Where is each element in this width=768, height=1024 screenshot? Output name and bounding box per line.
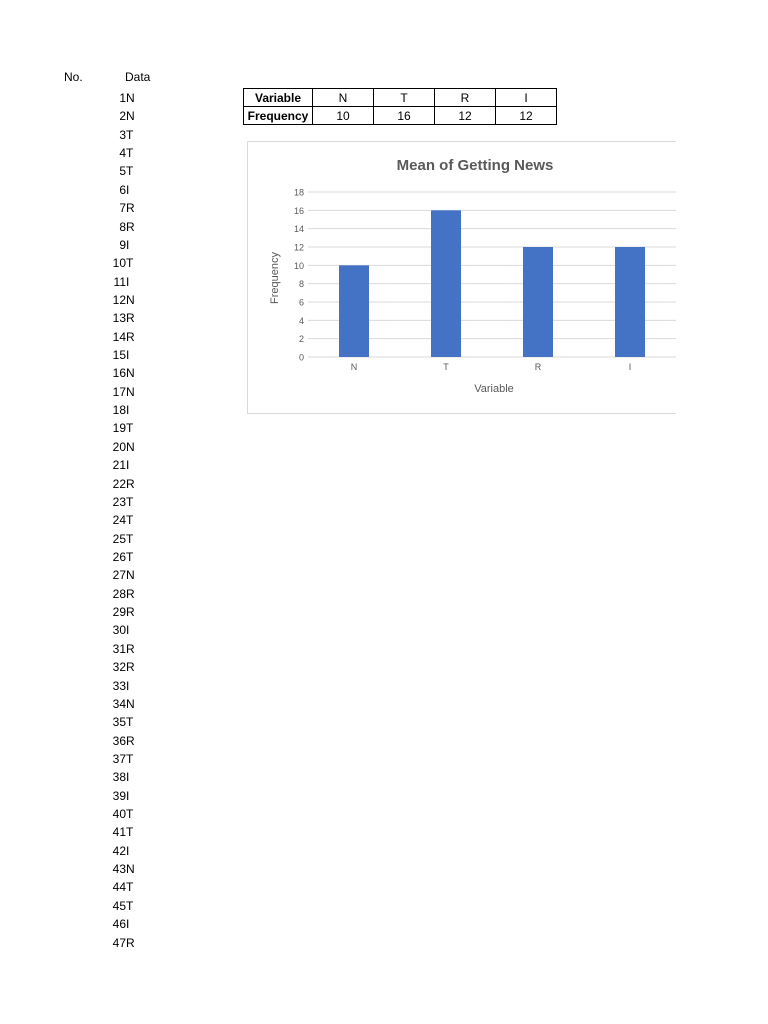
data-row-number: 31	[112, 641, 126, 656]
data-row-number: 20	[112, 439, 126, 454]
y-axis-label: Frequency	[269, 252, 281, 304]
data-row-number: 27	[112, 568, 126, 583]
data-row-value: N	[126, 91, 135, 105]
y-tick-label: 8	[298, 279, 304, 290]
frequency-cell: 10	[313, 107, 374, 125]
variable-cell: T	[374, 89, 435, 107]
data-row-number: 28	[112, 586, 126, 601]
data-row-number: 2	[119, 109, 126, 124]
y-tick-label: 2	[298, 334, 304, 345]
data-row-number: 32	[112, 660, 126, 675]
y-tick-label: 14	[293, 224, 304, 235]
data-list-item	[0, 585, 240, 603]
data-row-number: 6	[119, 182, 126, 197]
data-list-item	[0, 878, 240, 896]
data-list-item	[0, 181, 240, 199]
data-list-item	[0, 934, 240, 952]
data-list-item	[0, 126, 240, 144]
data-row-value: R	[126, 201, 135, 216]
data-row-number: 42	[112, 843, 126, 858]
data-row-number: 16	[112, 366, 126, 381]
data-list-item	[0, 842, 240, 860]
chart-title: Mean of Getting News	[396, 157, 554, 174]
data-list-item	[0, 273, 240, 291]
data-list-item	[0, 107, 240, 125]
data-row-number: 9	[119, 237, 126, 252]
data-row-value: R	[126, 219, 135, 234]
data-list-item	[0, 548, 240, 566]
frequency-cell: 12	[496, 107, 557, 125]
data-list-item	[0, 787, 240, 805]
data-row-number: 30	[112, 623, 126, 638]
data-list-item	[0, 511, 240, 529]
data-list-item	[0, 750, 240, 768]
data-row-value: I	[126, 237, 130, 252]
x-tick-label: T	[443, 362, 449, 372]
bar	[615, 247, 645, 357]
y-tick-labels	[294, 188, 304, 363]
data-row-value: T	[126, 146, 134, 161]
data-row-number: 19	[112, 421, 126, 436]
data-list-item	[0, 732, 240, 750]
data-row-value: N	[126, 568, 135, 583]
frequency-cell: 12	[435, 107, 496, 125]
data-list-item	[0, 640, 240, 658]
data-row-number: 37	[112, 751, 126, 766]
frequency-table	[243, 88, 557, 125]
data-row-number: 29	[112, 605, 126, 620]
data-row-number: 5	[119, 164, 126, 179]
bar	[339, 265, 369, 357]
data-row-value: I	[126, 348, 130, 363]
data-row-number: 41	[112, 825, 126, 840]
data-list-item	[0, 860, 240, 878]
x-tick-label: N	[350, 362, 358, 372]
data-row-number: 45	[112, 898, 126, 913]
variable-row	[244, 89, 557, 107]
y-tick-label: 16	[293, 205, 304, 216]
data-row-value: T	[126, 256, 134, 271]
data-row-number: 24	[112, 513, 126, 528]
data-row-value: I	[126, 843, 130, 858]
data-row-number: 44	[112, 880, 126, 895]
data-row-value: T	[126, 898, 134, 913]
data-row-number: 40	[112, 807, 126, 822]
data-row-number: 36	[112, 733, 126, 748]
data-row-value: I	[126, 623, 130, 638]
data-row-number: 8	[119, 219, 126, 234]
data-list-item	[0, 218, 240, 236]
data-list-item	[0, 199, 240, 217]
data-list-item	[0, 456, 240, 474]
data-row-value: R	[126, 935, 135, 950]
data-list-item	[0, 475, 240, 493]
data-list-item	[0, 805, 240, 823]
data-row-number: 13	[112, 311, 126, 326]
data-row-value: T	[126, 715, 134, 730]
data-row-value: R	[126, 733, 135, 748]
chart-area[interactable]	[247, 141, 676, 414]
data-row-value: R	[126, 311, 135, 326]
data-list-item	[0, 658, 240, 676]
data-row-value: R	[126, 329, 135, 344]
data-list-item	[0, 419, 240, 437]
data-list-item	[0, 254, 240, 272]
data-row-value: T	[126, 531, 134, 546]
data-row-number: 22	[112, 476, 126, 491]
data-row-value: I	[126, 770, 130, 785]
data-list-item	[0, 493, 240, 511]
data-list-item	[0, 89, 240, 107]
data-row-number: 14	[112, 329, 126, 344]
data-row-value: I	[126, 458, 130, 473]
y-tick-label: 6	[298, 297, 304, 308]
data-row-number: 11	[113, 274, 126, 289]
variable-cell: I	[496, 89, 557, 107]
data-list-item	[0, 162, 240, 180]
data-row-number: 46	[112, 917, 126, 932]
data-list-item	[0, 713, 240, 731]
data-row-number: 25	[112, 531, 126, 546]
data-row-value: T	[126, 880, 134, 895]
data-row-value: T	[126, 421, 134, 436]
data-row-value: I	[126, 182, 130, 197]
column-header-data: Data	[125, 70, 151, 84]
data-row-number: 10	[112, 256, 126, 271]
data-row-number: 21	[112, 458, 126, 473]
y-tick-label: 0	[298, 352, 304, 363]
x-tick-label: I	[628, 362, 632, 372]
data-row-number: 7	[119, 201, 126, 216]
y-tick-label: 4	[298, 315, 304, 326]
column-header-no: No.	[64, 70, 83, 84]
data-list-item	[0, 364, 240, 382]
x-tick-label: R	[534, 362, 542, 372]
variable-cell: R	[435, 89, 496, 107]
data-row-value: R	[126, 641, 135, 656]
bar	[523, 247, 553, 357]
data-row-number: 43	[112, 862, 126, 877]
data-row-number: 38	[112, 770, 126, 785]
data-row-number: 34	[112, 696, 126, 711]
frequency-cell: 16	[374, 107, 435, 125]
data-row-number: 12	[112, 292, 126, 307]
data-row-value: T	[126, 494, 134, 509]
data-row-value: I	[126, 917, 130, 932]
data-list-item	[0, 401, 240, 419]
data-row-value: I	[126, 274, 130, 289]
data-list-item	[0, 621, 240, 639]
x-axis-label: Variable	[474, 383, 514, 395]
data-row-value: I	[126, 678, 130, 693]
data-list	[0, 89, 240, 952]
data-list-item	[0, 677, 240, 695]
data-row-value: N	[126, 696, 135, 711]
bar-chart	[248, 142, 676, 413]
data-row-number: 47	[112, 935, 126, 950]
data-row-value: T	[126, 751, 134, 766]
data-row-value: I	[126, 403, 130, 418]
data-row-number: 15	[112, 348, 126, 363]
data-row-number: 1	[119, 91, 126, 105]
data-list-item	[0, 309, 240, 327]
data-row-value: T	[126, 549, 134, 564]
data-row-value: N	[126, 862, 135, 877]
data-list-item	[0, 897, 240, 915]
data-list-item	[0, 291, 240, 309]
data-list-item	[0, 695, 240, 713]
data-row-value: R	[126, 660, 135, 675]
x-tick-labels	[351, 362, 632, 372]
data-list-item	[0, 438, 240, 456]
y-tick-label: 18	[293, 187, 304, 198]
variable-row-label: Variable	[244, 89, 313, 107]
data-row-number: 39	[112, 788, 126, 803]
data-list-item	[0, 346, 240, 364]
data-row-value: T	[126, 825, 134, 840]
data-row-value: R	[126, 586, 135, 601]
y-tick-label: 10	[293, 260, 304, 271]
data-row-number: 23	[112, 494, 126, 509]
data-row-value: R	[126, 476, 135, 491]
data-list-item	[0, 603, 240, 621]
data-list-item	[0, 236, 240, 254]
data-list-item	[0, 383, 240, 401]
frequency-row	[244, 107, 557, 125]
variable-cell: N	[313, 89, 374, 107]
data-list-item	[0, 566, 240, 584]
data-row-value: T	[126, 807, 134, 822]
data-list-item	[0, 915, 240, 933]
data-row-number: 35	[112, 715, 126, 730]
bar	[431, 210, 461, 357]
frequency-row-label: Frequency	[244, 107, 313, 125]
data-list-item	[0, 768, 240, 786]
data-row-number: 3	[119, 127, 126, 142]
data-row-value: R	[126, 605, 135, 620]
data-row-number: 26	[112, 549, 126, 564]
data-row-value: I	[126, 788, 130, 803]
data-list-item	[0, 328, 240, 346]
data-row-number: 4	[119, 146, 126, 161]
data-list-item	[0, 823, 240, 841]
data-row-number: 18	[112, 403, 126, 418]
data-row-number: 17	[112, 384, 126, 399]
data-row-value: N	[126, 384, 135, 399]
data-row-value: T	[126, 164, 134, 179]
data-row-value: N	[126, 292, 135, 307]
data-list-item	[0, 144, 240, 162]
data-row-number: 33	[112, 678, 126, 693]
y-tick-label: 12	[293, 242, 304, 253]
data-row-value: T	[126, 513, 134, 528]
data-row-value: T	[126, 127, 134, 142]
data-row-value: N	[126, 439, 135, 454]
data-row-value: N	[126, 366, 135, 381]
data-list-item	[0, 530, 240, 548]
data-row-value: N	[126, 109, 135, 124]
